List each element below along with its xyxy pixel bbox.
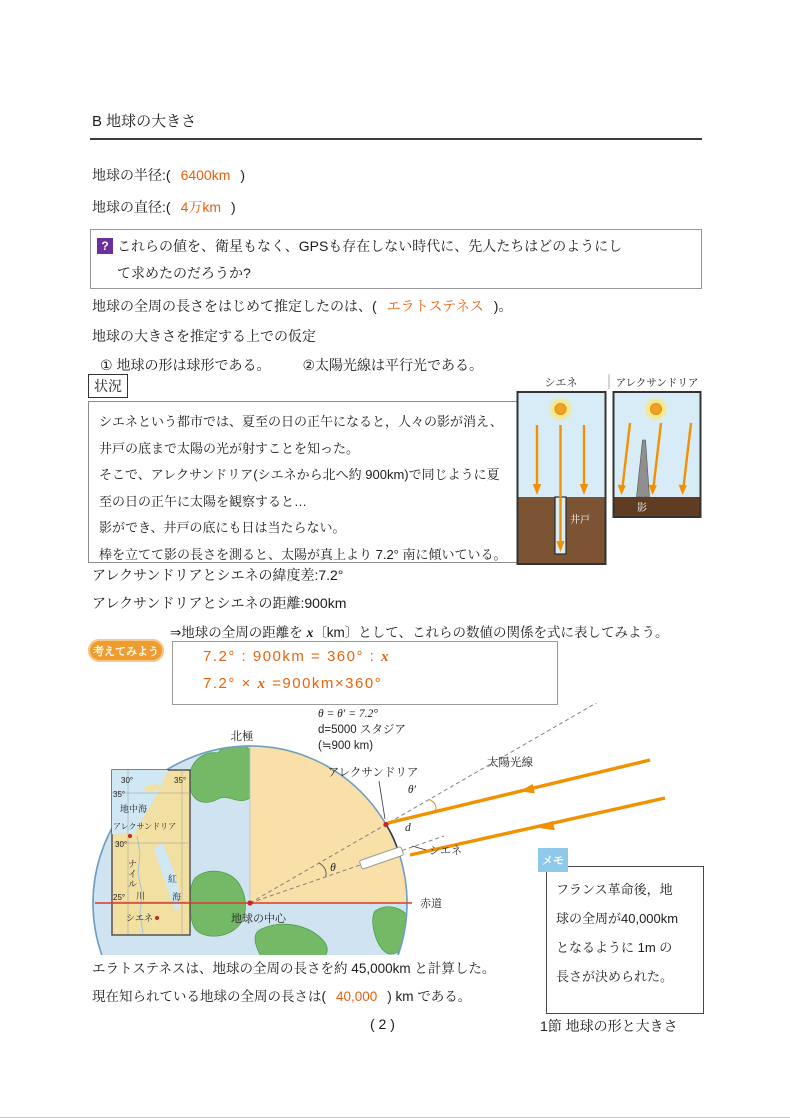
prompt-pre: ⇒地球の全周の距離を xyxy=(170,625,307,640)
radius-value: 6400km xyxy=(180,167,231,183)
alexandria-pointer xyxy=(379,781,385,819)
map-nile-3: ル xyxy=(128,879,138,889)
prompt-x: x xyxy=(306,625,314,640)
well-label: 井戸 xyxy=(570,515,590,526)
title-divider xyxy=(90,138,702,140)
estimation-line xyxy=(92,297,512,315)
eq1-x: x xyxy=(381,649,390,665)
situation-line-2: 井戸の底まで太陽の光が射すことを知った。 xyxy=(99,440,360,456)
map-lon30-label: 30° xyxy=(121,776,134,785)
memo-tab: メモ xyxy=(538,848,568,872)
alexandria-dot xyxy=(383,822,388,827)
map-nile-2: イ xyxy=(128,869,138,879)
page-number: ( 2 ) xyxy=(370,1016,395,1032)
map-alexandria-label: アレクサンドリア xyxy=(113,822,177,831)
figure-theta-eq: θ = θ′ = 7.2° xyxy=(318,708,378,720)
conclusion-line1: エラトステネスは、地球の全周の長さを約 45,000km と計算した。 xyxy=(92,961,496,976)
assumption-1: ① 地球の形は球形である。 xyxy=(100,357,271,373)
conclusion-suffix: ) km である。 xyxy=(387,989,472,1004)
situation-line-4: 至の日の正午に太陽を観察すると… xyxy=(99,493,308,509)
diameter-label: 地球の直径:( xyxy=(92,199,171,215)
map-nile-4: 川 xyxy=(136,891,146,901)
situation-line-6: 棒を立てて影の長さを測ると、太陽が真上より 7.2° 南に傾いている。 xyxy=(99,546,507,562)
section-title: 1節 地球の形と大きさ xyxy=(540,1018,678,1034)
sun-rays-label: 太陽光線 xyxy=(487,757,533,769)
map-syene-label: シエネ xyxy=(126,913,154,923)
situation-box xyxy=(88,401,520,563)
question-box xyxy=(90,229,702,289)
question-mark-icon: ? xyxy=(97,238,113,254)
situation-line-5: 影ができ、井戸の底にも日は当たらない。 xyxy=(99,520,346,535)
diameter-close: ) xyxy=(231,199,236,215)
map-lat35-label: 35° xyxy=(113,790,126,799)
map-syene-dot xyxy=(155,916,159,920)
map-lon35-label: 35° xyxy=(174,776,187,785)
figure-d-eq: d=5000 スタジア xyxy=(318,724,406,736)
sun-ray-arrowheads xyxy=(520,784,555,830)
map-redsea-1: 紅 xyxy=(168,874,178,884)
estimation-suffix: )。 xyxy=(493,298,513,314)
question-line1: これらの値を、衛星もなく、GPSも存在しない時代に、先人たちはどのようにし xyxy=(117,238,623,254)
syene-label: シエネ xyxy=(429,845,462,857)
situation-line-1: シエネという都市では、夏至の日の正午になると，人々の影が消え、 xyxy=(99,414,503,429)
equator-label: 赤道 xyxy=(420,898,442,910)
memo-box xyxy=(546,866,704,1014)
memo-line-4: 長さが決められた。 xyxy=(556,969,674,984)
radius-close: ) xyxy=(240,167,246,183)
eq2-b: =900km×360° xyxy=(266,675,383,692)
map-mediterranean-label: 地中海 xyxy=(120,804,148,814)
situation-line-3: そこで、アレクサンドリア(シエネから北へ約 900km)で同じように夏 xyxy=(99,467,500,482)
page-title: B 地球の大きさ xyxy=(92,113,197,130)
equation-1 xyxy=(203,648,390,666)
map-alexandria-dot xyxy=(128,834,132,838)
memo-line-2: 球の全周が40,000km xyxy=(556,911,679,926)
theta-label: θ xyxy=(330,862,336,874)
map-nile-1: ナ xyxy=(128,859,138,869)
map-lat30-label: 30° xyxy=(115,840,128,849)
figure-d-approx: (≒900 km) xyxy=(318,740,374,752)
prompt-post: 〔km〕として、これらの数値の関係を式に表してみよう。 xyxy=(313,625,669,640)
earth-radius-line xyxy=(92,166,245,184)
situation-label: 状況 xyxy=(88,374,128,398)
latitude-diff-line: アレクサンドリアとシエネの緯度差:7.2° xyxy=(92,567,344,583)
eq2-x: x xyxy=(257,676,267,692)
diameter-value: 4万km xyxy=(180,199,222,215)
memo-line-1: フランス革命後，地 xyxy=(556,882,673,897)
question-line2: て求めたのだろうか? xyxy=(117,265,251,281)
shadow-label: 影 xyxy=(637,503,647,514)
alexandria-panel xyxy=(614,392,701,517)
map-inset xyxy=(112,770,190,935)
earth-center-label: 地球の中心 xyxy=(231,913,286,925)
equation-2 xyxy=(203,675,382,693)
earth-diameter-line xyxy=(92,198,236,216)
well-figure xyxy=(513,372,705,568)
eq1-main: 7.2° : 900km = 360° : xyxy=(203,648,381,665)
theta-prime-label: θ′ xyxy=(407,784,417,796)
equation-box xyxy=(172,641,558,705)
conclusion-line2 xyxy=(92,985,471,1005)
map-lat25-label: 25° xyxy=(113,893,126,902)
assumption-2: ②太陽光線は平行光である。 xyxy=(302,357,484,373)
earth-center-dot xyxy=(247,900,252,905)
eq2-a: 7.2° × xyxy=(203,675,258,692)
estimation-answer: エラトステネス xyxy=(386,298,484,314)
d-label: d xyxy=(405,822,411,834)
think-badge: 考えてみよう xyxy=(88,639,164,662)
alexandria-panel-label: アレクサンドリア xyxy=(615,377,699,389)
conclusion-value: 40,000 xyxy=(336,989,378,1004)
radius-label: 地球の半径:( xyxy=(92,167,171,183)
memo-line-3: となるように 1m の xyxy=(556,940,673,955)
map-redsea-2: 海 xyxy=(172,892,182,902)
syene-pointer xyxy=(412,846,426,850)
estimation-prefix: 地球の全周の長さをはじめて推定したのは、( xyxy=(92,298,377,314)
prompt-line xyxy=(170,621,669,641)
conclusion-prefix: 現在知られている地球の全周の長さは( xyxy=(92,989,326,1004)
figure-formulas xyxy=(318,708,406,752)
north-pole-label: 北極 xyxy=(230,731,254,743)
alexandria-label: アレクサンドリア xyxy=(327,767,419,779)
assumption-title: 地球の大きさを推定する上での仮定 xyxy=(92,328,316,344)
assumption-line xyxy=(100,356,483,374)
distance-line: アレクサンドリアとシエネの距離:900km xyxy=(92,595,347,611)
syene-panel xyxy=(518,392,606,564)
syene-panel-label: シエネ xyxy=(544,377,578,389)
